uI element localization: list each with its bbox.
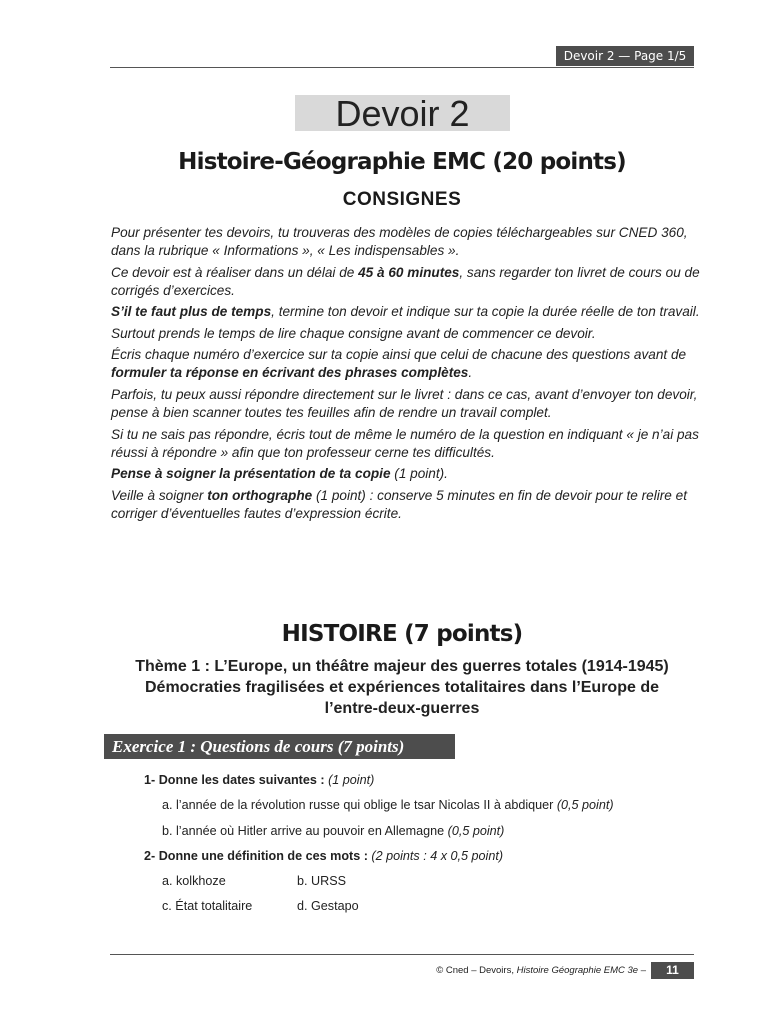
term-item: b. URSS [297, 874, 346, 888]
histoire-heading: HISTOIRE (7 points) [281, 621, 523, 647]
instruction-paragraph: Veille à soigner ton orthographe (1 point) : conserve 5 minutes en fin de devoir pour te relire et corriger d’éventuelles fautes d’expression écrite. [111, 487, 687, 521]
instructions-block [111, 224, 701, 526]
instruction-paragraph: Écris chaque numéro d’exercice sur ta copie ainsi que celui de chacune des questions avant de formuler ta réponse en écrivant des phrases complètes. [111, 347, 687, 381]
instruction-paragraph: Pense à soigner la présentation de ta copie (1 point). [111, 466, 448, 482]
instruction-paragraph: Pour présenter tes devoirs, tu trouveras des modèles de copies téléchargeables sur CNED 360, dans la rubrique « Informations », « Les indispensables ». [111, 225, 688, 258]
page-number: 11 [651, 962, 694, 979]
term-item: d. Gestapo [297, 899, 359, 913]
question-1: 1- Donne les dates suivantes : (1 point) [144, 773, 375, 787]
theme-line: l’entre-deux-guerres [324, 700, 480, 717]
footer-rule [110, 954, 694, 955]
question-1-item: a. l’année de la révolution russe qui oblige le tsar Nicolas II à abdiquer (0,5 point) [162, 798, 614, 812]
term-item: a. kolkhoze [162, 874, 226, 888]
consignes-heading: CONSIGNES [342, 189, 462, 210]
theme-heading [105, 656, 699, 719]
instruction-paragraph: S’il te faut plus de temps, termine ton devoir et indique sur ta copie la durée réelle de ton travail. [111, 304, 700, 320]
subject-heading: Histoire-Géographie EMC (20 points) [178, 149, 626, 175]
instruction-paragraph: Si tu ne sais pas répondre, écris tout de même le numéro de la question en indiquant « je n’ai pas réussi à répondre » afin que ton professeur cerne tes difficultés. [111, 426, 699, 460]
question-1-item: b. l’année où Hitler arrive au pouvoir en Allemagne (0,5 point) [162, 824, 505, 838]
document-title: Devoir 2 [295, 95, 510, 131]
instruction-paragraph: Parfois, tu peux aussi répondre directement sur le livret : dans ce cas, avant d’envoyer ton devoir, pense à bien scanner toutes tes feuilles afin de rendre un travail complet. [111, 386, 698, 420]
header-rule [110, 67, 694, 68]
term-item: c. État totalitaire [162, 899, 253, 913]
instruction-paragraph: Surtout prends le temps de lire chaque consigne avant de commencer ce devoir. [111, 325, 596, 341]
instruction-paragraph: Ce devoir est à réaliser dans un délai de 45 à 60 minutes, sans regarder ton livret de cours ou de corrigés d’exercices. [111, 264, 700, 298]
footer-credit: © Cned – Devoirs, Histoire Géographie EMC 3e – [436, 965, 646, 976]
exercise-title: Exercice 1 : Questions de cours (7 points) [104, 734, 455, 759]
question-2: 2- Donne une définition de ces mots : (2 points : 4 x 0,5 point) [144, 849, 504, 863]
theme-line: Thème 1 : L’Europe, un théâtre majeur des guerres totales (1914-1945) [135, 658, 669, 675]
theme-line: Démocraties fragilisées et expériences totalitaires dans l’Europe de [145, 679, 659, 696]
page-indicator: Devoir 2 — Page 1/5 [556, 46, 694, 66]
